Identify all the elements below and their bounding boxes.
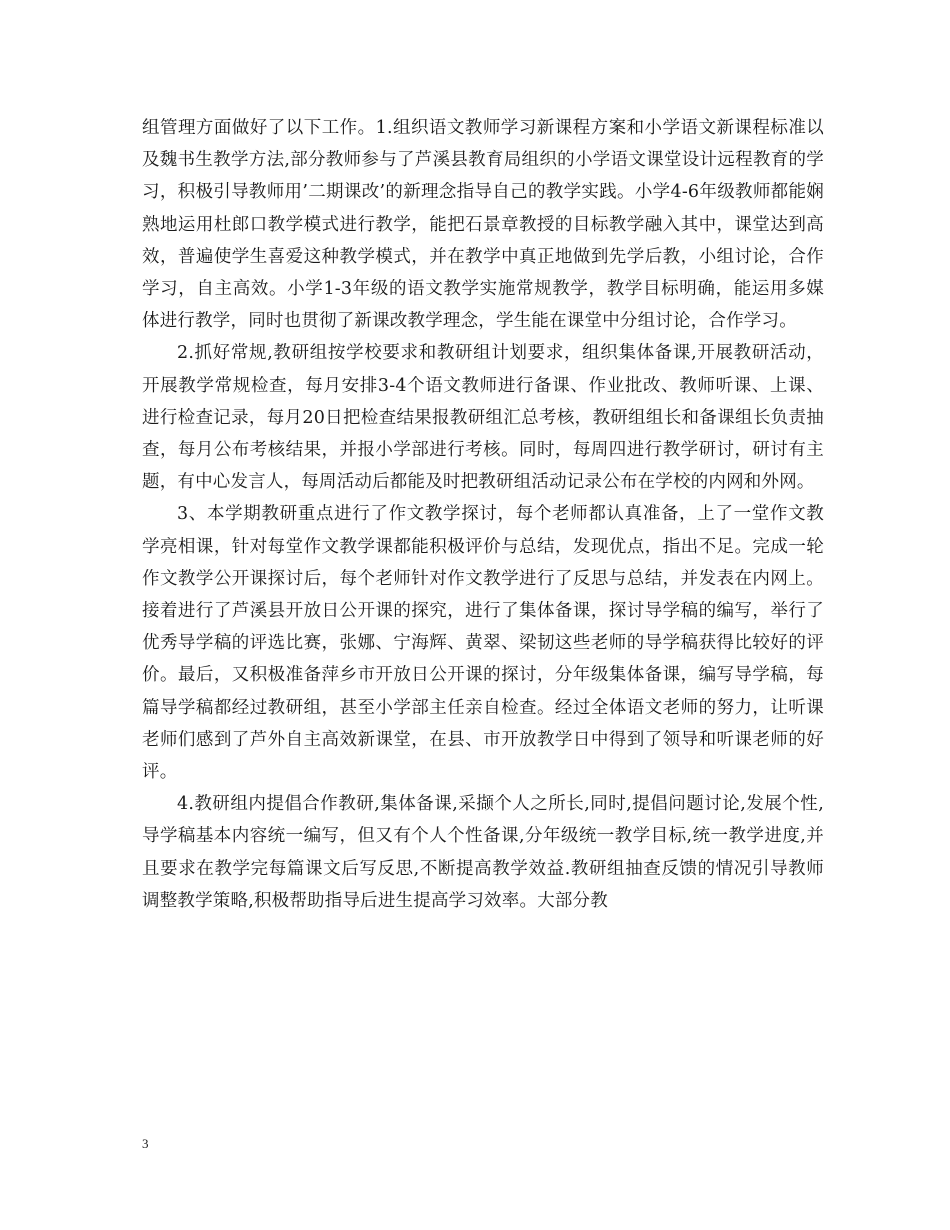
page-number: 3 (142, 1136, 149, 1151)
paragraph-3: 3、本学期教研重点进行了作文教学探讨，每个老师都认真准备，上了一堂作文教学亮相课，针对每堂作文教学课都能积极评价与总结，发现优点，指出不足。完成一轮作文教学公开课探讨后，每个老师针对作文教学进行了反思与总结，并发表在内网上。接着进行了芦溪县开放日公开课的探究，进行了集体备课，探讨导学稿的编写，举行了优秀导学稿的评选比赛，张娜、宁海辉、黄翠、梁韧这些老师的导学稿获得比较好的评价。最后，又积极准备萍乡市开放日公开课的探讨，分年级集体备课，编写导学稿，每篇导学稿都经过教研组，甚至小学部主任亲自检查。经过全体语文老师的努力，让听课老师们感到了芦外自主高效新课堂，在县、市开放教学日中得到了领导和听课老师的好评。 (142, 504, 824, 783)
paragraph-1: 组管理方面做好了以下工作。1.组织语文教师学习新课程方案和小学语文新课程标准以及魏书生教学方法,部分教师参与了芦溪县教育局组织的小学语文课堂设计远程教育的学习，积极引导教师用’二期课改’的新理念指导自己的教学实践。小学4-6年级教师都能娴熟地运用杜郎口教学模式进行教学，能把石景章教授的目标教学融入其中，课堂达到高效，普遍使学生喜爱这种教学模式，并在教学中真正地做到先学后教，小组讨论，合作学习，自主高效。小学1-3年级的语文教学实施常规教学，教学目标明确，能运用多媒体进行教学，同时也贯彻了新课改教学理念，学生能在课堂中分组讨论，合作学习。 (142, 118, 824, 332)
paragraph-4: 4.教研组内提倡合作教研,集体备课,采撷个人之所长,同时,提倡问题讨论,发展个性,导学稿基本内容统一编写，但又有个人个性备课,分年级统一教学目标,统一教学进度,并且要求在教学完每篇课文后写反思,不断提高教学效益.教研组抽查反馈的情况引导教师调整教学策略,积极帮助指导后进生提高学习效率。大部分教 (142, 794, 824, 911)
document-body (142, 112, 824, 917)
paragraph-2: 2.抓好常规,教研组按学校要求和教研组计划要求，组织集体备课,开展教研活动，开展教学常规检查，每月安排3-4个语文教师进行备课、作业批改、教师听课、上课、进行检查记录，每月20日把检查结果报教研组汇总考核，教研组组长和备课组长负责抽查，每月公布考核结果，并报小学部进行考核。同时，每周四进行教学研讨，研讨有主题，有中心发言人，每周活动后都能及时把教研组活动记录公布在学校的内网和外网。 (142, 343, 824, 493)
